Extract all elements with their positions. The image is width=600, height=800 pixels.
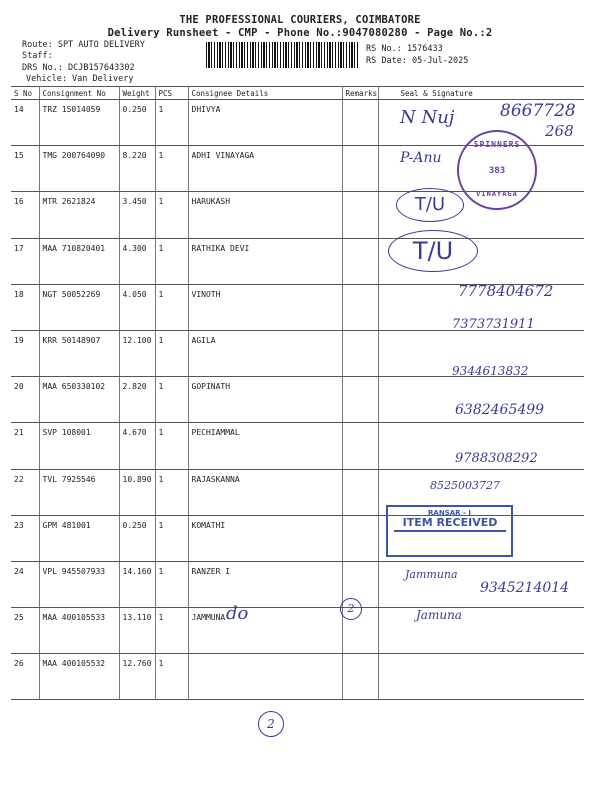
cell-sno: 15	[11, 146, 39, 192]
cell-remarks	[342, 654, 378, 700]
cell-consignment: MAA 710820401	[39, 238, 119, 284]
cell-consignee: JAMMUNA	[188, 608, 342, 654]
cell-consignment: MTR 2621824	[39, 192, 119, 238]
page-number-mark: 2	[258, 711, 284, 737]
cell-pcs: 1	[155, 515, 188, 561]
circle-mark: 2	[340, 598, 362, 620]
cell-pcs: 1	[155, 146, 188, 192]
cell-consignment: SVP 108001	[39, 423, 119, 469]
cell-consignee: PECHIAMMAL	[188, 423, 342, 469]
cell-weight: 4.050	[119, 284, 155, 330]
cell-consignment: TMG 200764090	[39, 146, 119, 192]
cell-consignment: MAA 400105532	[39, 654, 119, 700]
cell-sno: 23	[11, 515, 39, 561]
cell-consignee: VINOTH	[188, 284, 342, 330]
item-received-stamp	[386, 505, 513, 557]
cell-remarks	[342, 238, 378, 284]
cell-pcs: 1	[155, 561, 188, 607]
cell-consignment: MAA 400105533	[39, 608, 119, 654]
cell-remarks	[342, 330, 378, 376]
cell-weight: 0.250	[119, 515, 155, 561]
phone-row-14b: 268	[545, 122, 574, 140]
cell-weight: 10.890	[119, 469, 155, 515]
vehicle-label: Vehicle: Van Delivery	[26, 74, 134, 84]
col-remarks: Remarks	[342, 87, 378, 100]
col-sno: S No	[11, 87, 39, 100]
col-weight: Weight	[119, 87, 155, 100]
cell-consignee: AGILA	[188, 330, 342, 376]
cell-remarks	[342, 515, 378, 561]
phone-row-19: 7373731911	[452, 317, 535, 332]
runsheet-subtitle: Delivery Runsheet - CMP - Phone No.:9047080280 - Page No.:2	[107, 27, 493, 39]
phone-row-21: 6382465499	[455, 402, 545, 418]
phone-row-20: 9344613832	[452, 364, 529, 378]
col-signature: Seal & Signature	[378, 87, 584, 100]
cell-weight: 14.160	[119, 561, 155, 607]
signature-row-14: N Nuj	[400, 107, 455, 128]
cell-weight: 8.220	[119, 146, 155, 192]
col-pcs: PCS	[155, 87, 188, 100]
cell-pcs: 1	[155, 238, 188, 284]
cell-sno: 26	[11, 654, 39, 700]
cell-pcs: 1	[155, 469, 188, 515]
cell-sno: 18	[11, 284, 39, 330]
phone-row-18: 7778404672	[458, 282, 554, 300]
cell-sno: 16	[11, 192, 39, 238]
signature-row-26: Jamuna	[416, 608, 462, 622]
cell-pcs: 1	[155, 377, 188, 423]
col-consignment: Consignment No	[39, 87, 119, 100]
cell-weight: 0.250	[119, 100, 155, 146]
cell-pcs: 1	[155, 100, 188, 146]
cell-sno: 24	[11, 561, 39, 607]
cell-weight: 13.110	[119, 608, 155, 654]
cell-sno: 14	[11, 100, 39, 146]
cell-consignment: KRR 50148907	[39, 330, 119, 376]
cell-pcs: 1	[155, 608, 188, 654]
cell-consignee: KOMATHI	[188, 515, 342, 561]
cell-consignee: RATHIKA DEVI	[188, 238, 342, 284]
seal-text-top: SPINNERS	[473, 140, 521, 149]
phone-row-25: 9345214014	[480, 580, 570, 596]
cell-remarks	[342, 423, 378, 469]
phone-row-23: 8525003727	[430, 479, 500, 492]
table-header-row	[11, 87, 584, 100]
cell-consignee: RANZER I	[188, 561, 342, 607]
rs-number: RS No.: 1576433	[366, 44, 443, 54]
staff-label: Staff:	[22, 51, 53, 61]
drs-number: DRS No.: DCJB157643302	[22, 63, 135, 73]
cell-consignee: ADHI VINAYAGA	[188, 146, 342, 192]
cell-weight: 2.820	[119, 377, 155, 423]
cell-weight: 3.450	[119, 192, 155, 238]
cell-consignee	[188, 654, 342, 700]
cell-remarks	[342, 377, 378, 423]
round-seal-stamp	[457, 130, 537, 210]
phone-row-14a: 8667728	[500, 101, 576, 121]
cell-signature	[378, 608, 584, 654]
signature-row-25: Jammuna	[405, 568, 458, 581]
cell-consignment: MAA 650330102	[39, 377, 119, 423]
cell-sno: 17	[11, 238, 39, 284]
tu-mark-17: T/U	[388, 230, 478, 272]
cell-signature	[378, 654, 584, 700]
cell-consignment: TVL 7925546	[39, 469, 119, 515]
cell-sno: 19	[11, 330, 39, 376]
table-row	[11, 608, 584, 654]
seal-text-side: VINAYAGA	[476, 190, 518, 198]
cell-remarks	[342, 469, 378, 515]
stamp-top-text: RANSAR - I	[428, 509, 471, 517]
company-title: THE PROFESSIONAL COURIERS, COIMBATORE	[179, 14, 421, 26]
cell-weight: 12.760	[119, 654, 155, 700]
rs-date: RS Date: 05-Jul-2025	[366, 56, 469, 66]
table-row	[11, 654, 584, 700]
cell-pcs: 1	[155, 192, 188, 238]
cell-pcs: 1	[155, 423, 188, 469]
cell-consignee: GOPINATH	[188, 377, 342, 423]
cell-remarks	[342, 100, 378, 146]
cell-pcs: 1	[155, 654, 188, 700]
col-consignee: Consignee Details	[188, 87, 342, 100]
route-label: Route: SPT AUTO DELIVERY	[22, 40, 145, 50]
cell-weight: 4.670	[119, 423, 155, 469]
cell-sno: 21	[11, 423, 39, 469]
cell-consignee: DHIVYA	[188, 100, 342, 146]
cell-weight: 12.100	[119, 330, 155, 376]
phone-row-22: 9788308292	[455, 451, 538, 466]
cell-consignee: HARUKASH	[188, 192, 342, 238]
cell-consignment: NGT 50052269	[39, 284, 119, 330]
cell-consignee: RAJASKANNA	[188, 469, 342, 515]
cell-remarks	[342, 284, 378, 330]
cell-pcs: 1	[155, 330, 188, 376]
cell-remarks	[342, 192, 378, 238]
table-row	[11, 238, 584, 284]
cell-sno: 22	[11, 469, 39, 515]
signature-row-15: P-Anu	[400, 150, 442, 166]
ditto-mark: do	[226, 603, 249, 624]
cell-consignment: GPM 481001	[39, 515, 119, 561]
barcode	[206, 42, 360, 68]
tu-mark-16: T/U	[396, 188, 464, 222]
cell-consignment: TRZ 15014059	[39, 100, 119, 146]
cell-pcs: 1	[155, 284, 188, 330]
cell-sno: 25	[11, 608, 39, 654]
cell-consignment: VPL 945507933	[39, 561, 119, 607]
seal-mark: 383	[488, 166, 506, 176]
cell-remarks	[342, 146, 378, 192]
cell-weight: 4.300	[119, 238, 155, 284]
stamp-main-text: ITEM RECEIVED	[394, 516, 506, 532]
cell-sno: 20	[11, 377, 39, 423]
